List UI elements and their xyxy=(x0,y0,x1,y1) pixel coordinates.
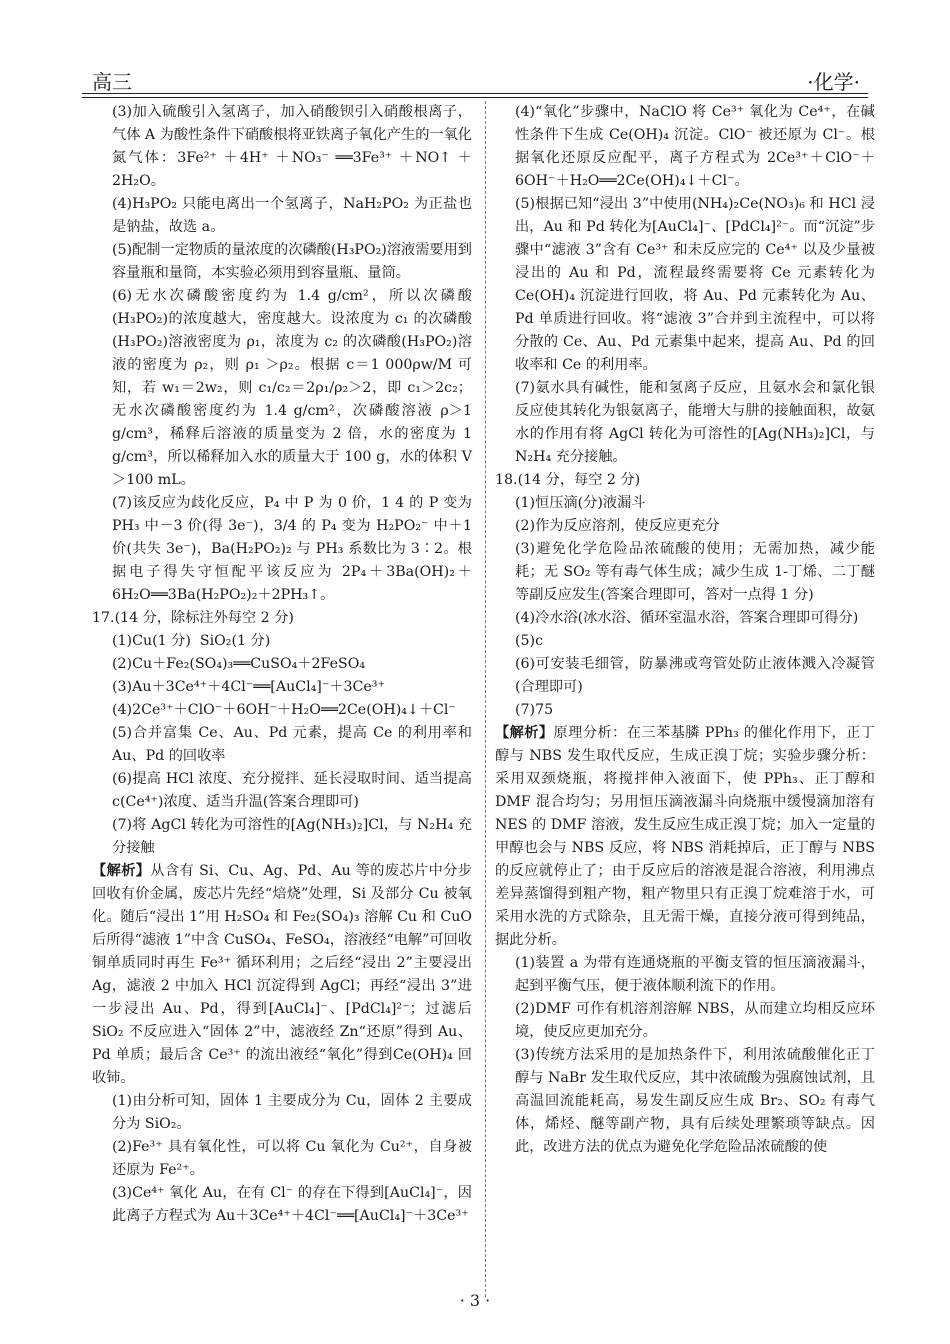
answer-paragraph: (2)Cu＋Fe₂(SO₄)₃══CuSO₄＋2FeSO₄ xyxy=(112,656,366,672)
analysis-label: 【解析】 xyxy=(92,863,151,879)
answer-paragraph: (3)Ce⁴⁺ 氧化 Au，在有 Cl⁻ 的存在下得到[AuCl₄]⁻，因此离子方程式为 Au＋3Ce⁴⁺＋4Cl⁻══[AuCl₄]⁻＋3Ce³⁺ xyxy=(112,1185,472,1224)
question-header: 18.(14 分，每空 2 分) xyxy=(495,472,641,488)
analysis-label: 【解析】 xyxy=(495,725,554,741)
answer-paragraph: (7)该反应为歧化反应，P₄ 中 P 为 0 价，1 4 的 P 变为 PH₃ 中－3 价(得 3e⁻)，3/4 的 P₄ 变为 H₂PO₂⁻ 中＋1 价(共失 3e⁻)，Ba(H₂PO₂)₂ 与 PH₃ 系数比为 3∶2。根据电子得失守恒配平该反应为 2P₄＋3Ba(OH)₂＋6H₂O══3Ba(H₂PO₂)₂＋2PH₃↑。 xyxy=(112,495,477,603)
answer-paragraph: (2)DMF 可作有机溶剂溶解 NBS，从而建立均相反应环境，使反应更加充分。 xyxy=(515,1001,875,1040)
answer-paragraph: (7)75 xyxy=(515,702,554,718)
answer-paragraph: (3)传统方法采用的是加热条件下，利用浓硫酸催化正丁醇与 NaBr 发生取代反应，其中浓硫酸为强腐蚀试剂，且高温回流能耗高，易发生副反应生成 Br₂、SO₂ 有毒气体，烯烃、醚等副产物，具有后续处理繁琐等缺点。因此，改进方法的优点为避免化学危险品浓硫酸的使 xyxy=(515,1047,875,1155)
answer-paragraph: (1)由分析可知，固体 1 主要成分为 Cu，固体 2 主要成分为 SiO₂。 xyxy=(112,1093,472,1132)
analysis-paragraph xyxy=(495,722,880,952)
left-column xyxy=(92,101,477,1228)
answer-paragraph: (2)作为反应溶剂，使反应更充分 xyxy=(515,518,720,534)
answer-paragraph: (1)Cu(1 分) SiO₂(1 分) xyxy=(112,633,271,649)
grade-label: 高三 xyxy=(92,70,132,94)
answer-paragraph: (4)2Ce³⁺＋ClO⁻＋6OH⁻＋H₂O══2Ce(OH)₄↓＋Cl⁻ xyxy=(112,702,456,718)
answer-paragraph: (4)“氧化”步骤中，NaClO 将 Ce³⁺ 氧化为 Ce⁴⁺，在碱性条件下生成 Ce(OH)₄ 沉淀。ClO⁻ 被还原为 Cl⁻。根据氧化还原反应配平，离子方程式为 2Ce³⁺＋ClO⁻＋6OH⁻＋H₂O══2Ce(OH)₄↓＋Cl⁻。 xyxy=(515,104,875,189)
right-column xyxy=(495,101,880,1159)
answer-paragraph: (6)无水次磷酸密度约为 1.4 g/cm²，所以次磷酸(H₃PO₂)的浓度越大，密度越大。设浓度为 c₁ 的次磷酸(H₃PO₂)溶液密度为 ρ₁，浓度为 c₂ 的次磷酸(H₃PO₂)溶液的密度为 ρ₂，则 ρ₁ ＞ρ₂。根据 c＝1 000ρw/M 可知，若 w₁＝2w₂，则 c₁/c₂＝2ρ₁/ρ₂＞2，即 c₁＞2c₂；无水次磷酸密度约为 1.4 g/cm²，次磷酸溶液 ρ＞1 g/cm³，稀释后溶液的质量变为 2 倍，水的密度为 1 g/cm³，所以稀释加入水的质量大于 100 g，水的体积 V＞100 mL。 xyxy=(112,288,477,488)
page-number: · 3 · xyxy=(459,1291,491,1310)
answer-paragraph: (6)可安装毛细管，防暴沸或弯管处防止液体溅入冷凝管(合理即可) xyxy=(515,656,875,695)
answer-paragraph: (5)配制一定物质的量浓度的次磷酸(H₃PO₂)溶液需要用到容量瓶和量筒，本实验必须用到容量瓶、量筒。 xyxy=(112,242,472,281)
answer-paragraph: (1)装置 a 为带有连通烧瓶的平衡支管的恒压滴液漏斗，起到平衡气压，便于液体顺利流下的作用。 xyxy=(515,955,875,994)
column-divider xyxy=(485,101,486,1297)
subject-label: ·化学· xyxy=(807,70,860,94)
answer-paragraph: (3)加入硫酸引入氢离子，加入硝酸钡引入硝酸根离子，气体 A 为酸性条件下硝酸根将亚铁离子氧化产生的一氧化氮气体：3Fe²⁺ ＋4H⁺ ＋NO₃⁻ ══3Fe³⁺ ＋NO↑ ＋2H₂O。 xyxy=(112,104,472,189)
analysis-paragraph xyxy=(92,860,477,1090)
analysis-text: 原理分析：在三苯基膦 PPh₃ 的催化作用下，正丁醇与 NBS 发生取代反应，生成正溴丁烷；实验步骤分析：采用双颈烧瓶，将搅拌伸入液面下，使 PPh₃、正丁醇和 DMF 混合均匀；另用恒压滴液漏斗向烧瓶中缓慢滴加溶有 NES 的 DMF 溶液，发生反应生成正溴丁烷；加入一定量的甲醇也会与 NBS 反应，将 NBS 消耗掉后，正丁醇与 NBS 的反应就停止了；由于反应后的溶液是混合溶液，利用沸点差异蒸馏得到粗产物，粗产物里只有正溴丁烷难溶于水，可采用水洗的方式除杂，且无需干燥，直接分液可得到纯品，据此分析。 xyxy=(495,725,880,948)
header-rule-bottom xyxy=(82,97,868,98)
answer-paragraph: (7)将 AgCl 转化为可溶性的[Ag(NH₃)₂]Cl，与 N₂H₄ 充分接触 xyxy=(112,817,472,856)
header-rule-top xyxy=(82,93,868,94)
answer-paragraph: (1)恒压滴(分)液漏斗 xyxy=(515,495,646,511)
answer-paragraph: (3)Au＋3Ce⁴⁺＋4Cl⁻══[AuCl₄]⁻＋3Ce³⁺ xyxy=(112,679,385,695)
answer-paragraph: (2)Fe³⁺ 具有氧化性，可以将 Cu 氧化为 Cu²⁺，自身被还原为 Fe²⁺。 xyxy=(112,1139,472,1178)
answer-paragraph: (7)氨水具有碱性，能和氢离子反应，且氨水会和氯化银反应使其转化为银氨离子，能增大与肼的接触面积，故氨水的作用有将 AgCl 转化为可溶性的[Ag(NH₃)₂]Cl，与 N₂H₄ 充分接触。 xyxy=(515,380,880,465)
question-header: 17.(14 分，除标注外每空 2 分) xyxy=(92,610,294,626)
answer-paragraph: (5)c xyxy=(515,633,544,649)
analysis-text: 从含有 Si、Cu、Ag、Pd、Au 等的废芯片中分步回收有价金属，废芯片先经“焙烧”处理，Si 及部分 Cu 被氧化。随后“浸出 1”用 H₂SO₄ 和 Fe₂(SO₄)₃ 溶解 Cu 和 CuO 后所得“滤液 1”中含 CuSO₄、FeSO₄，溶液经“电解”可回收铜单质同时再生 Fe³⁺ 循环利用；之后经“浸出 2”主要浸出 Ag，滤液 2 中加入 HCl 沉淀得到 AgCl；再经“浸出 3”进一步浸出 Au、Pd，得到[AuCl₄]⁻、[PdCl₄]²⁻；过滤后 SiO₂ 不反应进入“固体 2”中，滤液经 Zn“还原”得到 Au、Pd 单质；最后含 Ce³⁺ 的流出液经“氧化”得到Ce(OH)₄ 回收铈。 xyxy=(92,863,477,1086)
answer-paragraph: (4)冷水浴(冰水浴、循环室温水浴，答案合理即可得分) xyxy=(515,610,859,626)
answer-paragraph: (5)根据已知“浸出 3”中使用(NH₄)₂Ce(NO₃)₆ 和 HCl 浸出，Au 和 Pd 转化为[AuCl₄]⁻、[PdCl₄]²⁻。而“沉淀”步骤中“滤液 3”含有 Ce³⁺ 和未反应完的 Ce⁴⁺ 以及少量被浸出的 Au 和 Pd，流程最终需要将 Ce 元素转化为 Ce(OH)₄ 沉淀进行回收，将 Au、Pd 元素转化为 Au、Pd 单质进行回收。将“滤液 3”合并到主流程中，可以将分散的 Ce、Au、Pd 元素集中起来，提高 Au、Pd 的回收率和 Ce 的利用率。 xyxy=(515,196,880,373)
answer-paragraph: (5)合并富集 Ce、Au、Pd 元素，提高 Ce 的利用率和 Au、Pd 的回收率 xyxy=(112,725,477,764)
page-header xyxy=(82,62,868,92)
answer-paragraph: (6)提高 HCl 浓度、充分搅拌、延长浸取时间、适当提高 c(Ce⁴⁺)浓度、适当升温(答案合理即可) xyxy=(112,771,477,810)
answer-paragraph: (4)H₃PO₂ 只能电离出一个氢离子，NaH₂PO₂ 为正盐也是钠盐，故选 a。 xyxy=(112,196,472,235)
answer-paragraph: (3)避免化学危险品浓硫酸的使用；无需加热，减少能耗；无 SO₂ 等有毒气体生成；减少生成 1-丁烯、二丁醚等副反应发生(答案合理即可，答对一点得 1 分) xyxy=(515,541,875,603)
